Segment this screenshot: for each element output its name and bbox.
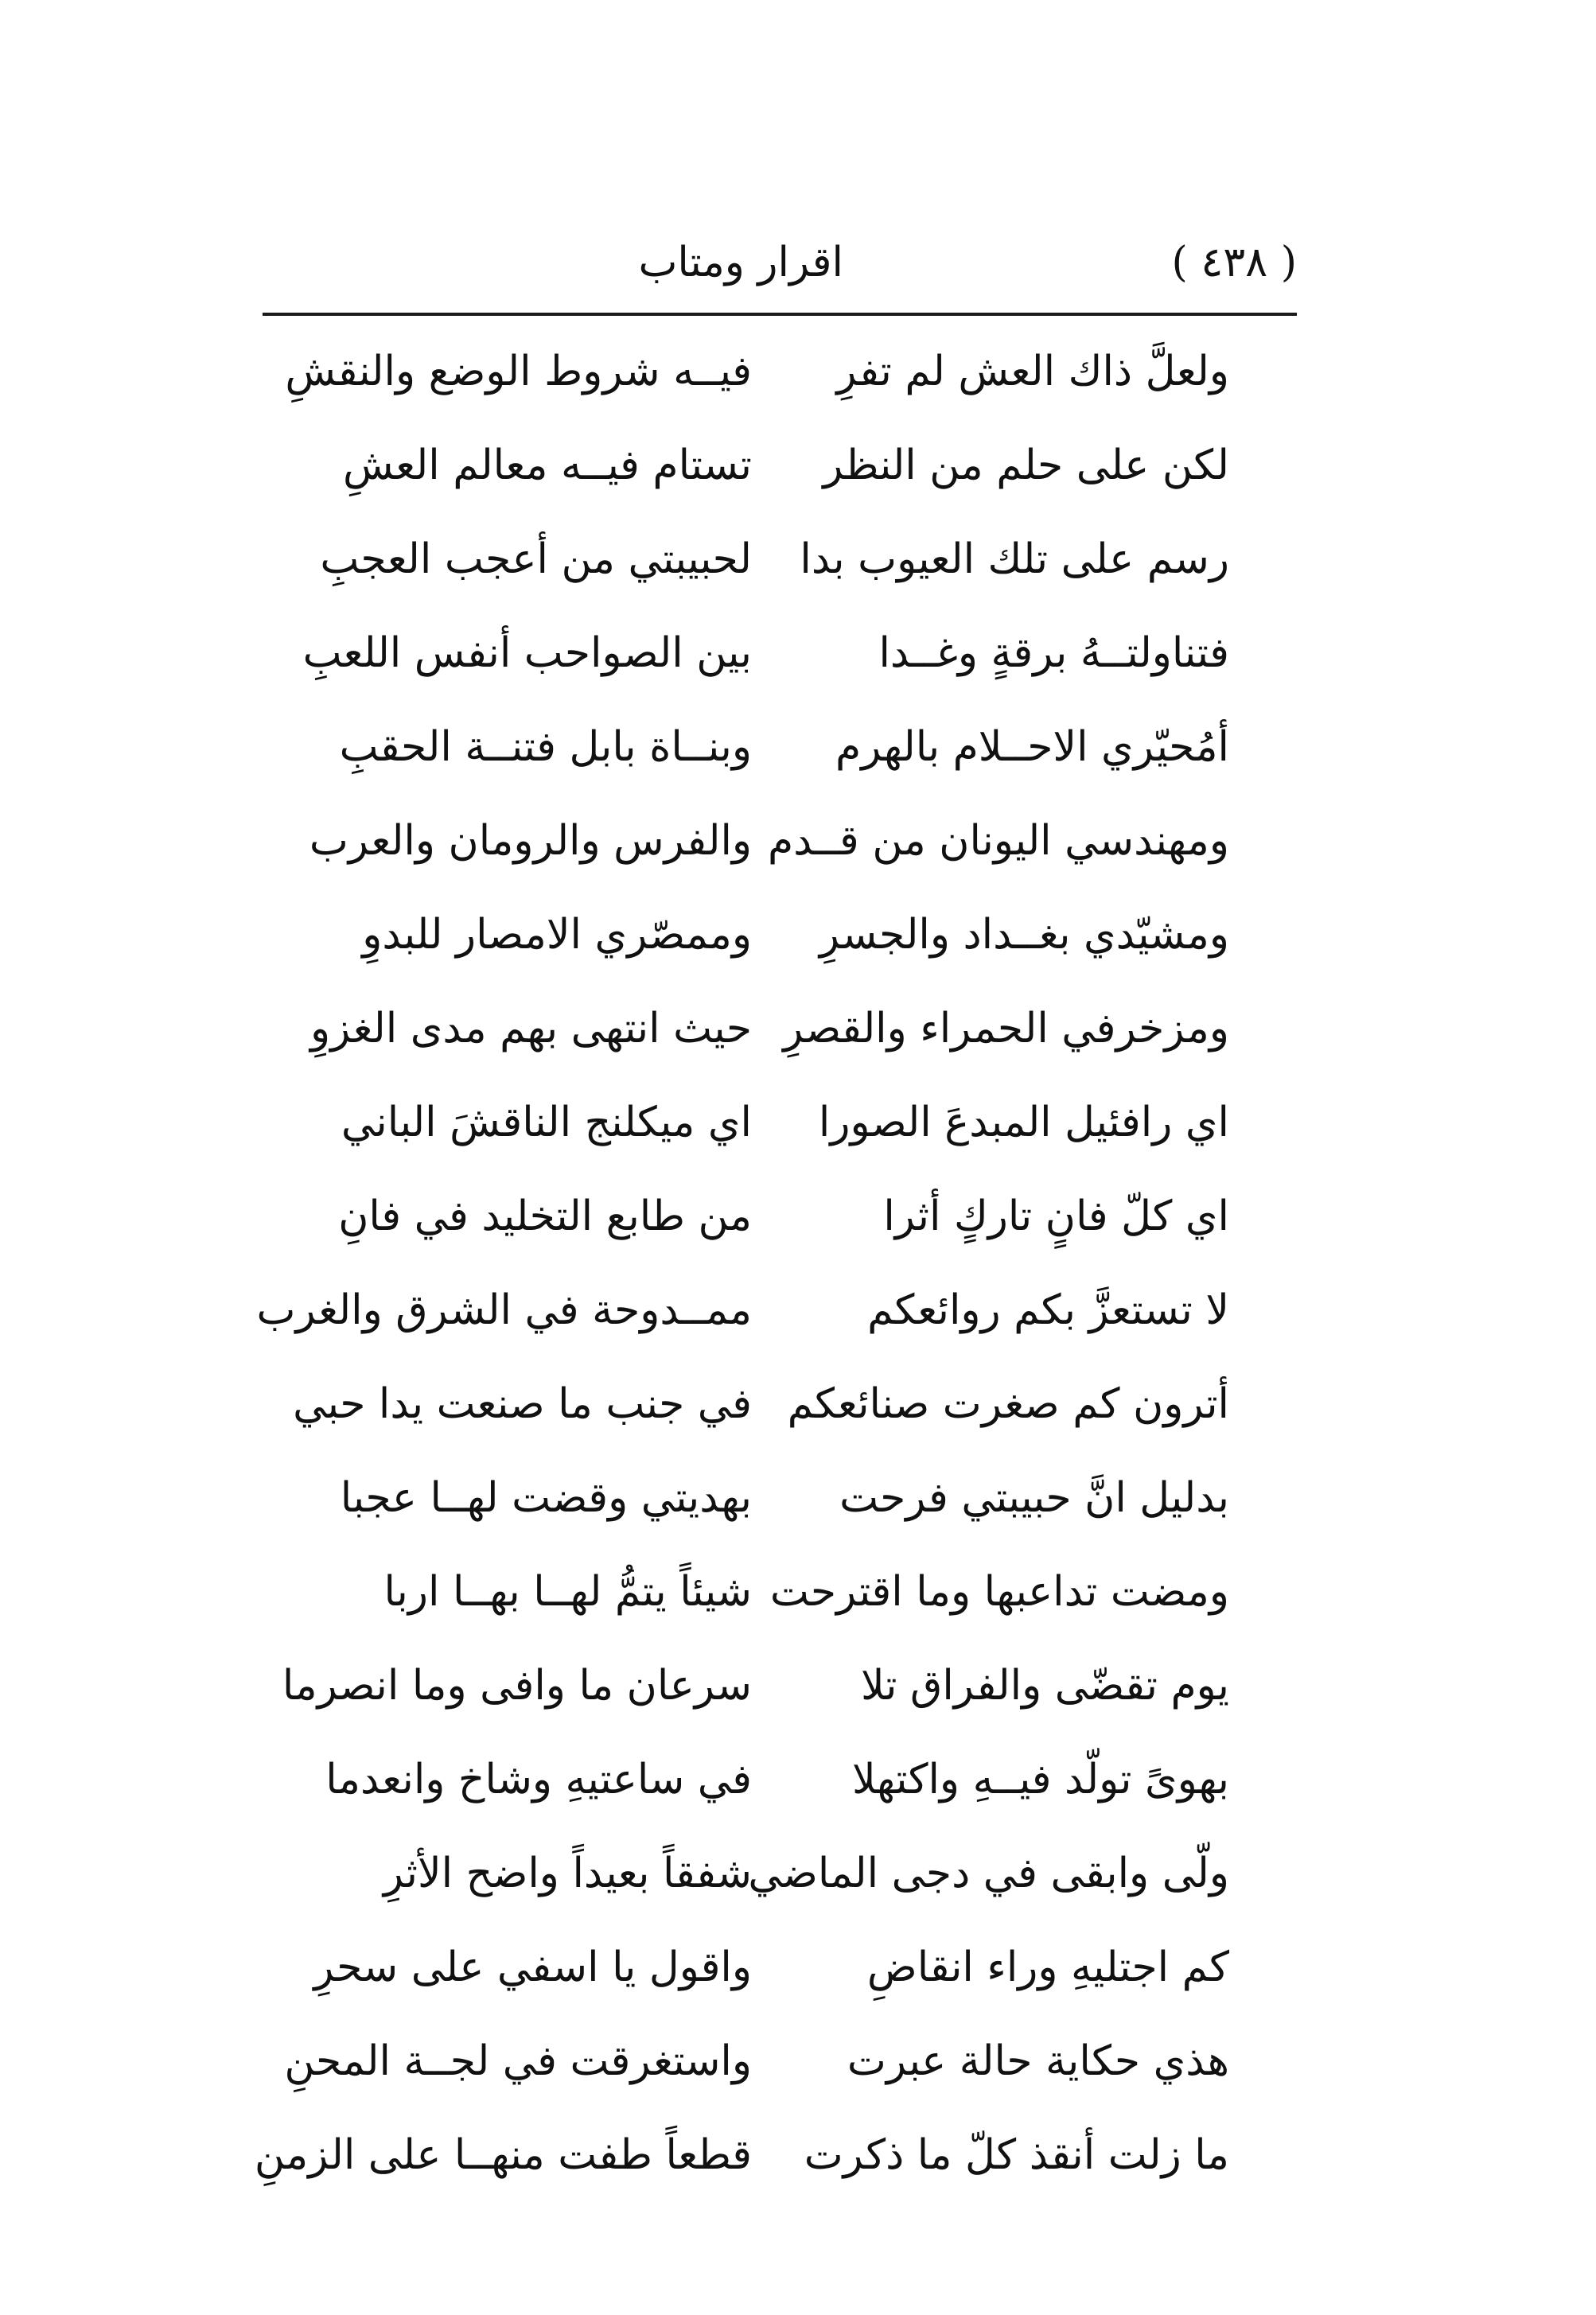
verse <box>285 325 1229 418</box>
verse-second-hemistich: بهديتي وقضت لهــا عجبا <box>340 1474 752 1522</box>
verse-second-hemistich: في جنب ما صنعت يدا حبي <box>293 1380 752 1428</box>
verse-first-hemistich: هذي حكاية حالة عبرت <box>847 2037 1229 2085</box>
verse-first-hemistich: ولّى وابقى في دجى الماضي <box>748 1850 1229 1897</box>
verse-first-hemistich: اي رافئيل المبدعَ الصورا <box>818 1099 1229 1146</box>
verse-second-hemistich: فيــه شروط الوضع والنقشِ <box>285 348 752 395</box>
verse-second-hemistich: قطعاً طفت منهــا على الزمنِ <box>254 2131 752 2179</box>
verse <box>334 1827 1229 1920</box>
verse-second-hemistich: في ساعتيهِ وشاخ وانعدما <box>325 1756 752 1803</box>
verse <box>302 606 1229 700</box>
poem <box>254 325 1229 2202</box>
verse-second-hemistich: اي ميكلنج الناقشَ الباني <box>341 1099 752 1146</box>
verse-second-hemistich: شفقاً بعيداً واضح الأثرِ <box>383 1850 752 1897</box>
verse-second-hemistich: واقول يا اسفي على سحرِ <box>313 1943 752 1991</box>
verse-first-hemistich: ومهندسي اليونان من قــدم <box>767 817 1229 865</box>
verse <box>282 1639 1229 1733</box>
verse-second-hemistich: بين الصواحب أنفس اللعبِ <box>302 629 752 677</box>
verse <box>320 512 1229 606</box>
verse-first-hemistich: رسم على تلك العيوب بدا <box>800 535 1229 583</box>
verse-second-hemistich: لحبيبتي من أعجب العجبِ <box>320 535 752 583</box>
header-rule <box>263 313 1297 316</box>
verse-first-hemistich: ومضت تداعبها وما اقترحت <box>769 1568 1229 1616</box>
verse-first-hemistich: لكن على حلم من النظر <box>823 442 1229 489</box>
verse <box>256 1263 1229 1357</box>
verse <box>334 700 1229 794</box>
verse-second-hemistich: ممــدوحة في الشرق والغرب <box>256 1286 752 1334</box>
verse-first-hemistich: اي كلّ فانٍ تاركٍ أثرا <box>883 1193 1229 1240</box>
verse-second-hemistich: من طابع التخليد في فانِ <box>338 1193 752 1240</box>
verse-first-hemistich: ومشيّدي بغــداد والجسرِ <box>819 911 1229 959</box>
running-title: اقرار ومتاب <box>638 239 843 286</box>
verse-second-hemistich: حيث انتهى بهم مدى الغزوِ <box>309 1005 752 1052</box>
verse-first-hemistich: كم اجتليهِ وراء انقاضِ <box>866 1943 1229 1991</box>
verse <box>334 888 1229 982</box>
verse <box>334 1545 1229 1639</box>
verse-first-hemistich: أترون كم صغرت صنائعكم <box>787 1380 1229 1428</box>
verse <box>309 982 1229 1076</box>
verse <box>334 1169 1229 1263</box>
verse-second-hemistich: وبنــاة بابل فتنــة الحقبِ <box>339 723 752 771</box>
verse <box>325 1733 1229 1827</box>
verse-first-hemistich: لا تستعزَّ بكم روائعكم <box>867 1286 1229 1334</box>
verse-first-hemistich: ولعلَّ ذاك العش لم تفرِ <box>836 348 1229 395</box>
verse <box>313 1920 1229 2014</box>
verse-second-hemistich: والفرس والرومان والعرب <box>309 817 752 865</box>
page-header <box>263 227 1297 298</box>
verse-second-hemistich: سرعان ما وافى وما انصرما <box>282 1662 752 1710</box>
verse-second-hemistich: واستغرقت في لجــة المحنِ <box>284 2037 752 2085</box>
verse <box>334 418 1229 512</box>
verse-first-hemistich: أمُحيّري الاحــلام بالهرم <box>835 723 1229 771</box>
verse-second-hemistich: شيئاً يتمُّ لهــا بهــا اربا <box>383 1568 752 1616</box>
verse <box>254 2108 1229 2202</box>
verse-first-hemistich: ومزخرفي الحمراء والقصرِ <box>783 1005 1229 1052</box>
verse <box>309 794 1229 888</box>
verse-second-hemistich: تستام فيــه معالم العشِ <box>343 442 752 489</box>
verse-first-hemistich: يوم تقضّى والفراق تلا <box>860 1662 1229 1710</box>
verse <box>334 1076 1229 1169</box>
verse-first-hemistich: بدليل انَّ حبيبتي فرحت <box>839 1474 1229 1522</box>
page-number: ( ٤٣٨ ) <box>1171 239 1297 286</box>
verse-second-hemistich: وممصّري الامصار للبدوِ <box>362 911 752 959</box>
verse-first-hemistich: بهوىً تولّد فيــهِ واكتهلا <box>852 1756 1229 1803</box>
verse <box>284 2014 1229 2108</box>
verse-first-hemistich: ما زلت أنقذ كلّ ما ذكرت <box>804 2131 1229 2179</box>
verse <box>293 1357 1229 1451</box>
verse-first-hemistich: فتناولتــهُ برقةٍ وغــدا <box>878 629 1229 677</box>
verse <box>334 1451 1229 1545</box>
